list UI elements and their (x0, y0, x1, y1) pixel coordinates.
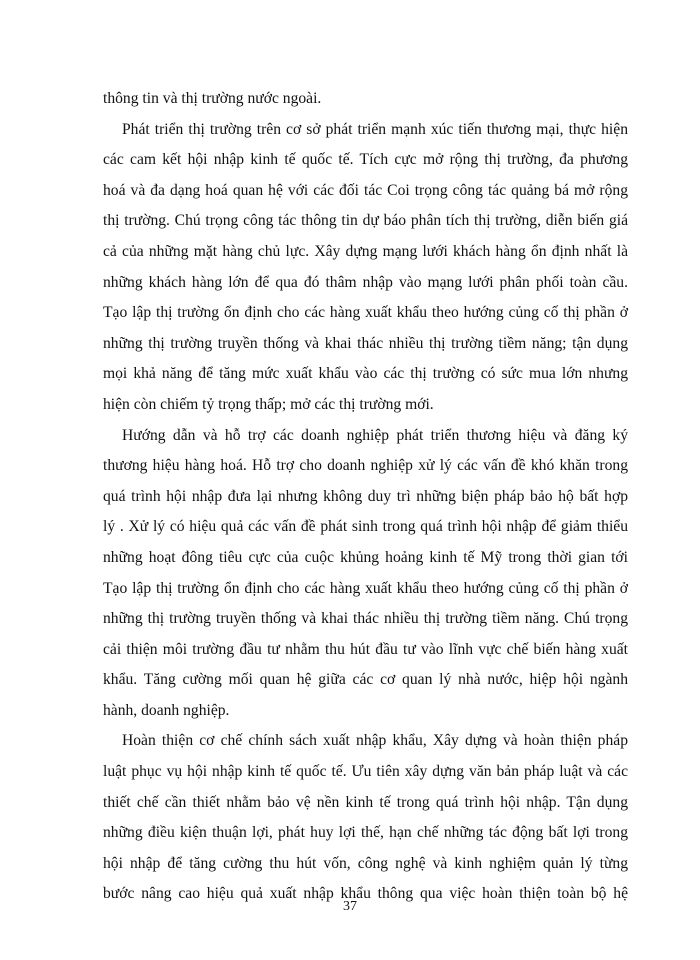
text-line: khẩu. Tăng cường mối quan hệ giữa các cơ quan lý nhà nước, hiệp hội ngành (103, 671, 628, 689)
text-line: thương hiệu hàng hoá. Hỗ trợ cho doanh nghiệp xử lý các vấn đề khó khăn trong (103, 457, 628, 475)
text-line: mọi khả năng để tăng mức xuất khẩu vào các thị trường có sức mua lớn nhưng (103, 365, 628, 383)
text-line: cả của những mặt hàng chủ lực. Xây dựng mạng lưới khách hàng ổn định nhất là (103, 242, 628, 260)
text-line: cải thiện môi trường đầu tư nhằm thu hút đầu tư vào lĩnh vực chế biến hàng xuất (103, 640, 628, 658)
text-line: thị trường. Chú trọng công tác thông tin dự báo phân tích thị trường, diễn biến giá (103, 212, 628, 230)
text-line: những hoạt đông tiêu cực của cuộc khủng hoảng kinh tế Mỹ trong thời gian tới (103, 548, 628, 566)
text-line: hành, doanh nghiệp. (103, 701, 230, 719)
text-line: Hoàn thiện cơ chế chính sách xuất nhập khẩu, Xây dựng và hoàn thiện pháp (122, 732, 628, 750)
body-text (103, 84, 628, 910)
text-line: Hướng dẫn và hỗ trợ các doanh nghiệp phát triển thương hiệu và đăng ký (122, 426, 628, 444)
text-line: Phát triển thị trường trên cơ sở phát triển mạnh xúc tiến thương mại, thực hiện (122, 120, 628, 138)
text-line: thông tin và thị trường nước ngoài. (103, 90, 322, 107)
text-line: Tạo lập thị trường ổn định cho các hàng xuất khẩu theo hướng củng cố thị phần ở (103, 304, 628, 322)
text-line: lý . Xử lý có hiệu quả các vấn đề phát sinh trong quá trình hội nhập để giảm thiểu (103, 518, 628, 536)
text-line: những khách hàng lớn để qua đó thâm nhập vào mạng lưới phân phối toàn cầu. (103, 273, 628, 291)
text-line: hoá và đa dạng hoá quan hệ với các đối tác Coi trọng công tác quảng bá mở rộng (103, 181, 628, 199)
text-line: những thị trường truyền thống và khai thác nhiều thị trường tiềm năng; tận dụng (103, 334, 628, 352)
text-line: Tạo lập thị trường ổn định cho các hàng xuất khẩu theo hướng củng cố thị phần ở (103, 579, 628, 597)
page-number: 37 (343, 899, 357, 914)
text-line: hội nhập để tăng cường thu hút vốn, công nghệ và kinh nghiệm quản lý từng (103, 854, 628, 872)
text-line: những thị trường truyền thống và khai thác nhiều thị trường tiềm năng. Chú trọng (103, 610, 628, 628)
text-line: bước nâng cao hiệu quả xuất nhập khẩu thông qua việc hoàn thiện toàn bộ hệ (103, 885, 628, 903)
text-line: quá trình hội nhập đưa lại nhưng không duy trì những biện pháp bảo hộ bất hợp (103, 487, 628, 505)
text-line: luật phục vụ hội nhập kinh tế quốc tế. Ưu tiên xây dựng văn bản pháp luật và các (103, 763, 628, 781)
text-line: hiện còn chiếm tỷ trọng thấp; mở các thị trường mới. (103, 395, 434, 413)
text-line: các cam kết hội nhập kinh tế quốc tế. Tích cực mở rộng thị trường, đa phương (103, 151, 628, 169)
text-line: thiết chế cần thiết nhằm bảo vệ nền kinh tế trong quá trình hội nhập. Tận dụng (103, 793, 628, 811)
text-line: những điều kiện thuận lợi, phát huy lợi thế, hạn chế những tác động bất lợi trong (103, 824, 628, 842)
